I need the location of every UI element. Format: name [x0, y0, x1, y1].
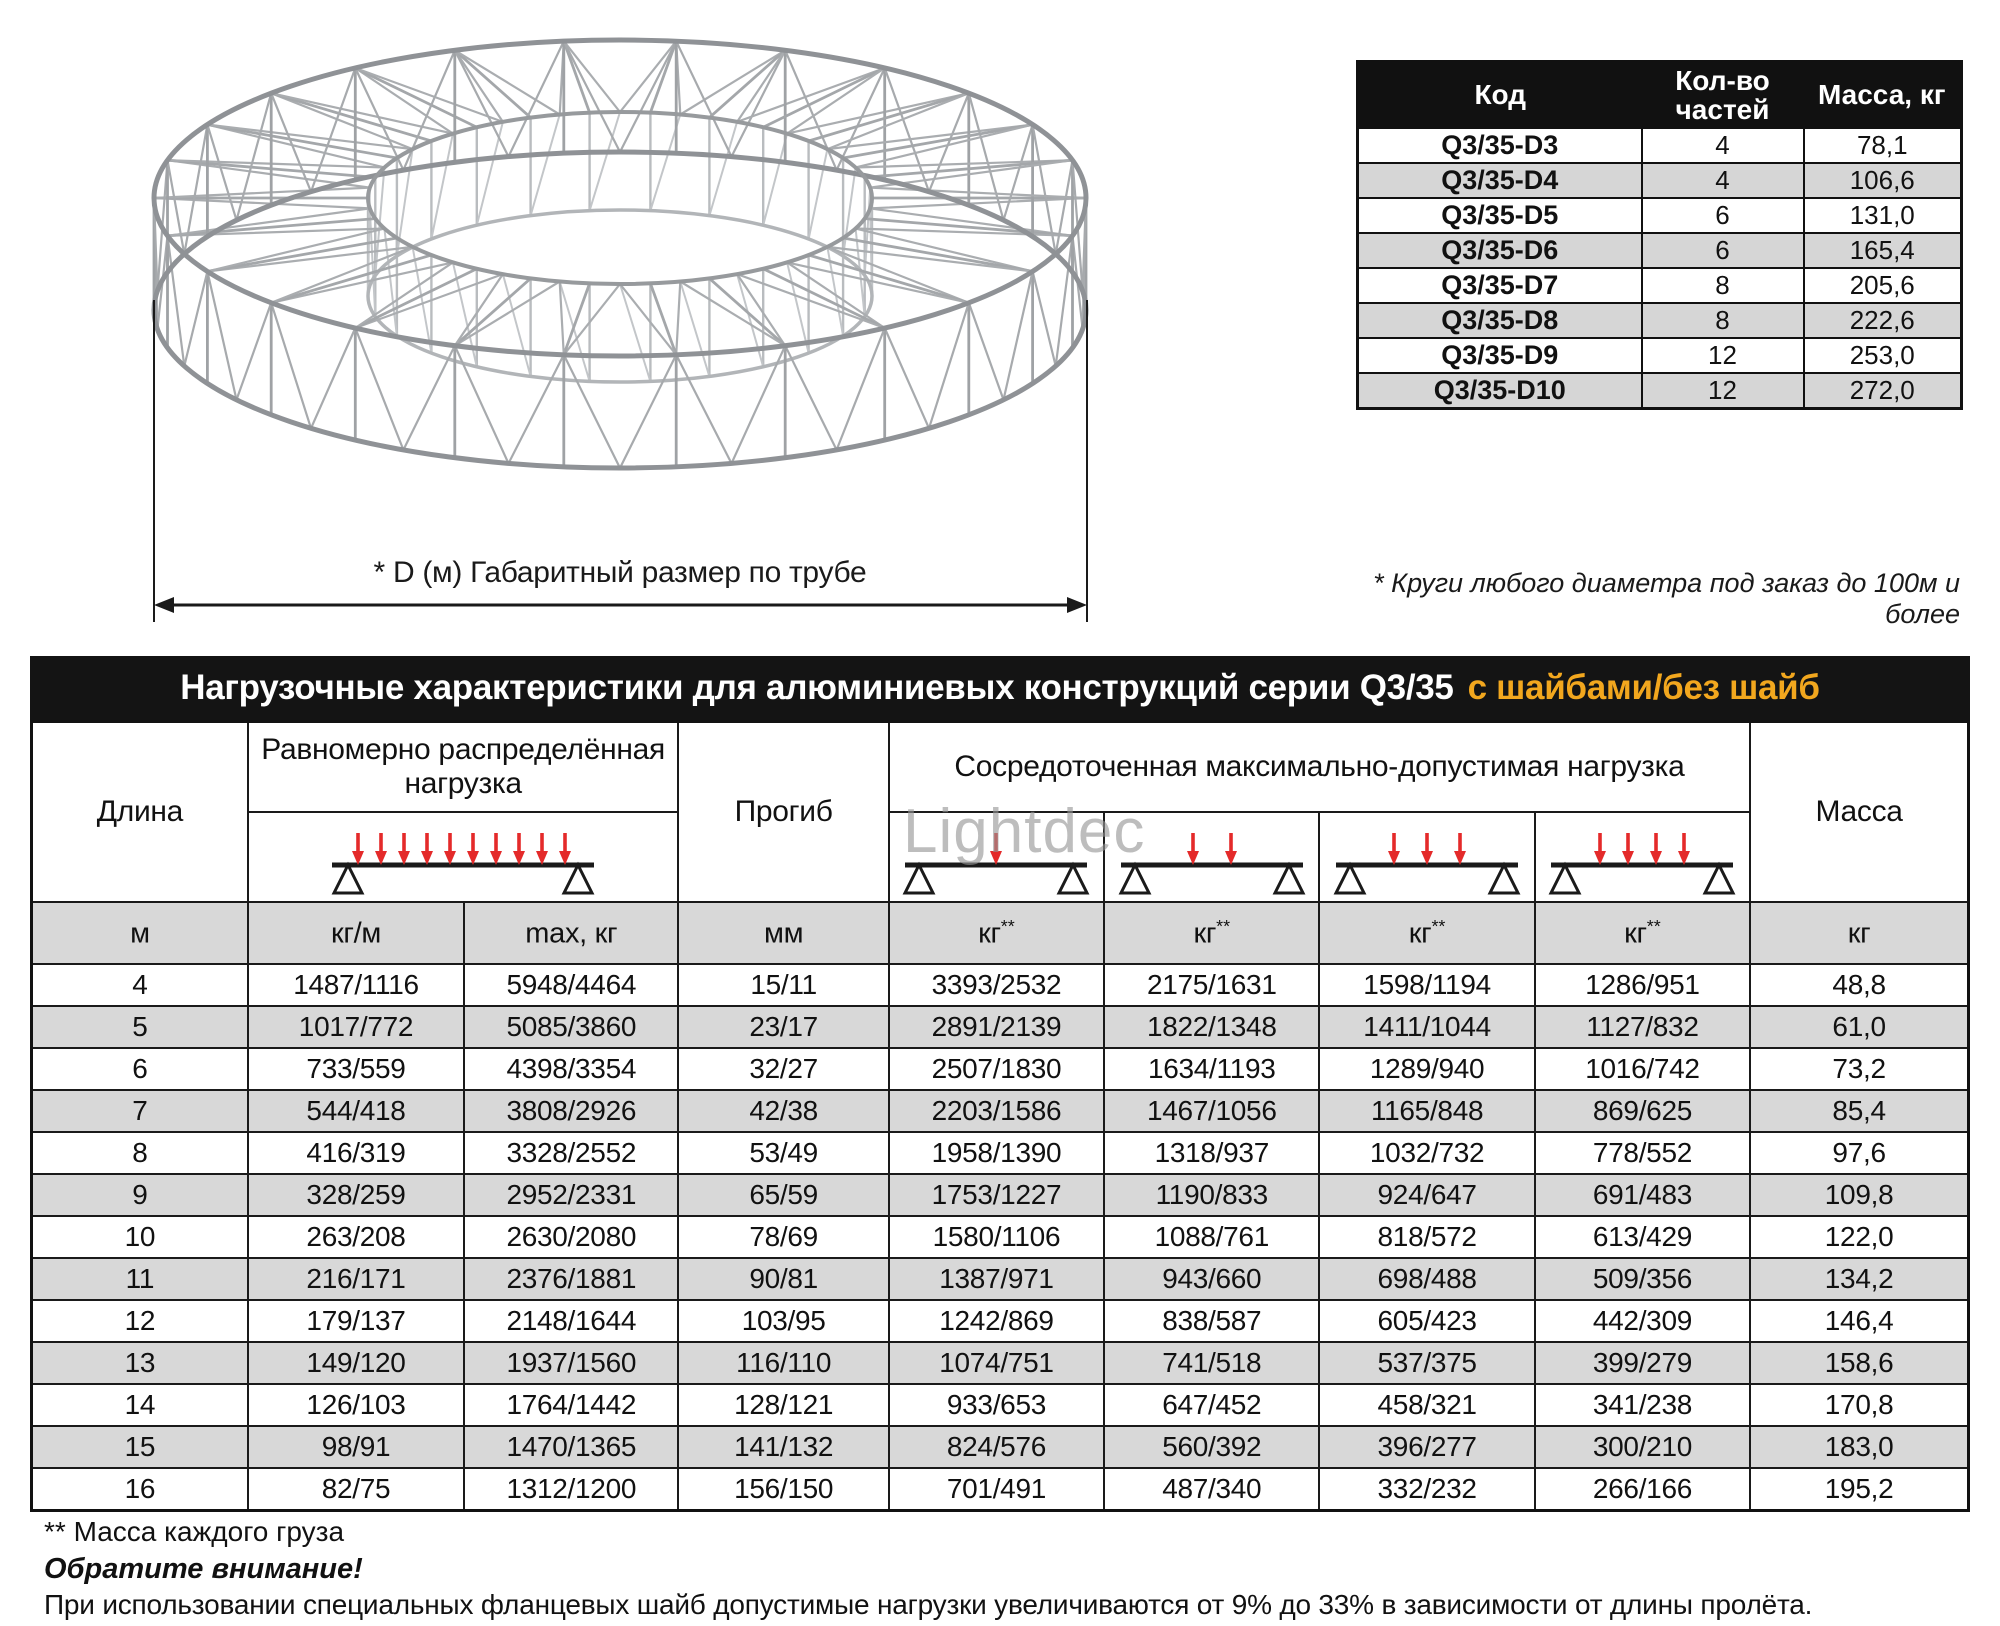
table-row [32, 1384, 1969, 1426]
table-cell: 1467/1056 [1104, 1090, 1319, 1132]
group-header-uniform-load: Равномерно распределённая нагрузка [248, 722, 679, 813]
table-cell: 9 [32, 1174, 248, 1216]
concentrated-load-diagram-3 [1319, 812, 1534, 902]
table-cell: 3808/2926 [464, 1090, 678, 1132]
table-row [1358, 338, 1962, 373]
table-cell: 1286/951 [1535, 964, 1750, 1006]
footnote-attention-title: Обратите внимание! [44, 1553, 363, 1585]
table-cell: 61,0 [1750, 1006, 1968, 1048]
parts-header-mass: Масса, кг [1804, 62, 1962, 129]
table-cell: 78/69 [678, 1216, 888, 1258]
dimension-arrowhead-right [1067, 597, 1087, 613]
parts-table-header [1358, 62, 1962, 129]
beam-3-loads-icon [1322, 813, 1532, 901]
table-cell: 328/259 [248, 1174, 464, 1216]
table-cell: Q3/35-D4 [1358, 163, 1642, 198]
unit-max-kg: max, кг [464, 902, 678, 964]
table-cell: 2630/2080 [464, 1216, 678, 1258]
table-cell: 183,0 [1750, 1426, 1968, 1468]
table-cell: 818/572 [1319, 1216, 1534, 1258]
watermark: Lightdec [903, 797, 1146, 866]
table-cell: 216/171 [248, 1258, 464, 1300]
table-cell: 396/277 [1319, 1426, 1534, 1468]
beam-4-loads-icon [1537, 813, 1747, 901]
table-row [32, 1468, 1969, 1511]
unit-kg-per-m: кг/м [248, 902, 464, 964]
table-cell: 300/210 [1535, 1426, 1750, 1468]
table-cell: 924/647 [1319, 1174, 1534, 1216]
table-cell: 253,0 [1804, 338, 1962, 373]
table-cell: 838/587 [1104, 1300, 1319, 1342]
group-header-concentrated-load: Сосредоточенная максимально-допустимая нагрузка [889, 722, 1750, 813]
col-header-deflection: Прогиб [678, 722, 888, 903]
table-cell: 2952/2331 [464, 1174, 678, 1216]
table-cell: 6 [1642, 198, 1804, 233]
table-cell: 4 [32, 964, 248, 1006]
table-cell: 48,8 [1750, 964, 1968, 1006]
table-cell: 272,0 [1804, 373, 1962, 409]
beam-1-load-icon [891, 813, 1101, 901]
table-row [32, 1426, 1969, 1468]
table-cell: 98/91 [248, 1426, 464, 1468]
table-cell: 416/319 [248, 1132, 464, 1174]
table-cell: 4 [1642, 163, 1804, 198]
table-cell: 1958/1390 [889, 1132, 1104, 1174]
table-cell: 158,6 [1750, 1342, 1968, 1384]
parts-header-code: Код [1358, 62, 1642, 129]
table-cell: 42/38 [678, 1090, 888, 1132]
concentrated-load-diagram-2 [1104, 812, 1319, 902]
table-row [32, 1006, 1969, 1048]
table-cell: 8 [1642, 303, 1804, 338]
table-cell: 1598/1194 [1319, 964, 1534, 1006]
table-cell: 1032/732 [1319, 1132, 1534, 1174]
table-cell: 106,6 [1804, 163, 1962, 198]
table-cell: 1764/1442 [464, 1384, 678, 1426]
table-cell: 12 [1642, 373, 1804, 409]
table-cell: 53/49 [678, 1132, 888, 1174]
concentrated-load-diagram-1 [889, 812, 1104, 902]
table-cell: 2203/1586 [889, 1090, 1104, 1132]
concentrated-load-diagram-4 [1535, 812, 1750, 902]
table-row [32, 1342, 1969, 1384]
table-cell: 13 [32, 1342, 248, 1384]
table-row [32, 964, 1969, 1006]
table-cell: 179/137 [248, 1300, 464, 1342]
table-cell: 698/488 [1319, 1258, 1534, 1300]
table-cell: 12 [1642, 338, 1804, 373]
table-cell: 1190/833 [1104, 1174, 1319, 1216]
table-cell: 165,4 [1804, 233, 1962, 268]
table-cell: 733/559 [248, 1048, 464, 1090]
table-cell: 146,4 [1750, 1300, 1968, 1342]
table-row [32, 1132, 1969, 1174]
table-cell: 537/375 [1319, 1342, 1534, 1384]
table-cell: Q3/35-D7 [1358, 268, 1642, 303]
table-cell: 1289/940 [1319, 1048, 1534, 1090]
table-cell: 1822/1348 [1104, 1006, 1319, 1048]
table-cell: 149/120 [248, 1342, 464, 1384]
table-cell: 1017/772 [248, 1006, 464, 1048]
table-cell: 3393/2532 [889, 964, 1104, 1006]
table-cell: 341/238 [1535, 1384, 1750, 1426]
footnote-mass: ** Масса каждого груза [44, 1516, 345, 1547]
table-cell: 332/232 [1319, 1468, 1534, 1511]
table-cell: 78,1 [1804, 128, 1962, 163]
table-cell: 16 [32, 1468, 248, 1511]
table-cell: 2507/1830 [889, 1048, 1104, 1090]
table-cell: 109,8 [1750, 1174, 1968, 1216]
table-row [1358, 373, 1962, 409]
table-row [32, 1216, 1969, 1258]
table-cell: 399/279 [1535, 1342, 1750, 1384]
table-cell: 85,4 [1750, 1090, 1968, 1132]
table-cell: 544/418 [248, 1090, 464, 1132]
table-cell: 647/452 [1104, 1384, 1319, 1426]
unit-length: м [32, 902, 248, 964]
table-cell: 1165/848 [1319, 1090, 1534, 1132]
table-cell: 1470/1365 [464, 1426, 678, 1468]
table-cell: 1312/1200 [464, 1468, 678, 1511]
table-cell: 8 [32, 1132, 248, 1174]
table-cell: 1634/1193 [1104, 1048, 1319, 1090]
table-cell: 1088/761 [1104, 1216, 1319, 1258]
table-cell: Q3/35-D8 [1358, 303, 1642, 338]
beam-2-loads-icon [1107, 813, 1317, 901]
unit-kg-2: кг** [1104, 902, 1319, 964]
table-cell: 97,6 [1750, 1132, 1968, 1174]
table-cell: 6 [32, 1048, 248, 1090]
dimension-label: * D (м) Габаритный размер по трубе [373, 556, 867, 589]
table-cell: 15/11 [678, 964, 888, 1006]
table-cell: 205,6 [1804, 268, 1962, 303]
table-row [1358, 198, 1962, 233]
load-table-title [30, 656, 1970, 720]
uniform-load-diagram [248, 812, 679, 902]
table-row [32, 1174, 1969, 1216]
table-cell: 1127/832 [1535, 1006, 1750, 1048]
table-cell: 266/166 [1535, 1468, 1750, 1511]
table-cell: 2148/1644 [464, 1300, 678, 1342]
table-cell: 458/321 [1319, 1384, 1534, 1426]
unit-kg-mass: кг [1750, 902, 1968, 964]
load-table-header [32, 722, 1969, 965]
table-cell: 156/150 [678, 1468, 888, 1511]
table-cell: 2175/1631 [1104, 964, 1319, 1006]
load-table-title-accent: с шайбами/без шайб [1467, 668, 1820, 707]
table-cell: 824/576 [889, 1426, 1104, 1468]
table-cell: 5085/3860 [464, 1006, 678, 1048]
table-cell: 14 [32, 1384, 248, 1426]
beam-uniform-load-icon [250, 813, 676, 901]
table-cell: 90/81 [678, 1258, 888, 1300]
table-cell: 2376/1881 [464, 1258, 678, 1300]
table-row [32, 1048, 1969, 1090]
unit-kg-1: кг** [889, 902, 1104, 964]
parts-table-body [1358, 128, 1962, 409]
table-cell: 222,6 [1804, 303, 1962, 338]
unit-mm: мм [678, 902, 888, 964]
table-cell: 23/17 [678, 1006, 888, 1048]
table-cell: Q3/35-D5 [1358, 198, 1642, 233]
table-row [1358, 303, 1962, 338]
table-row [32, 1300, 1969, 1342]
table-cell: 1387/971 [889, 1258, 1104, 1300]
table-cell: 701/491 [889, 1468, 1104, 1511]
table-cell: 10 [32, 1216, 248, 1258]
table-cell: 4 [1642, 128, 1804, 163]
table-cell: Q3/35-D9 [1358, 338, 1642, 373]
table-cell: 82/75 [248, 1468, 464, 1511]
load-table [30, 720, 1970, 1512]
table-cell: 65/59 [678, 1174, 888, 1216]
table-cell: 141/132 [678, 1426, 888, 1468]
table-cell: 1937/1560 [464, 1342, 678, 1384]
table-cell: 1753/1227 [889, 1174, 1104, 1216]
table-cell: 1242/869 [889, 1300, 1104, 1342]
table-cell: 1318/937 [1104, 1132, 1319, 1174]
load-table-body [32, 964, 1969, 1511]
table-cell: 6 [1642, 233, 1804, 268]
table-cell: 869/625 [1535, 1090, 1750, 1132]
table-cell: 195,2 [1750, 1468, 1968, 1511]
table-cell: 1016/742 [1535, 1048, 1750, 1090]
table-cell: 1580/1106 [889, 1216, 1104, 1258]
table-cell: 128/121 [678, 1384, 888, 1426]
table-cell: 778/552 [1535, 1132, 1750, 1174]
table-cell: 73,2 [1750, 1048, 1968, 1090]
table-cell: 2891/2139 [889, 1006, 1104, 1048]
table-cell: 509/356 [1535, 1258, 1750, 1300]
table-cell: 1411/1044 [1319, 1006, 1534, 1048]
order-note: * Круги любого диаметра под заказ до 100м и более [1373, 568, 1960, 629]
col-header-mass: Масса [1750, 722, 1968, 903]
table-cell: 11 [32, 1258, 248, 1300]
table-cell: 3328/2552 [464, 1132, 678, 1174]
table-cell: 487/340 [1104, 1468, 1319, 1511]
parts-header-count: Кол-во частей [1642, 62, 1804, 129]
table-cell: 1487/1116 [248, 964, 464, 1006]
table-cell: 5948/4464 [464, 964, 678, 1006]
table-cell: 131,0 [1804, 198, 1962, 233]
table-cell: 103/95 [678, 1300, 888, 1342]
table-cell: 691/483 [1535, 1174, 1750, 1216]
load-table-title-main: Нагрузочные характеристики для алюминиевых конструкций серии Q3/35 [180, 668, 1454, 707]
table-row [32, 1258, 1969, 1300]
table-row [1358, 163, 1962, 198]
table-cell: 560/392 [1104, 1426, 1319, 1468]
table-row [1358, 268, 1962, 303]
table-cell: 1074/751 [889, 1342, 1104, 1384]
table-cell: Q3/35-D3 [1358, 128, 1642, 163]
table-cell: 126/103 [248, 1384, 464, 1426]
units-row [32, 902, 1969, 964]
table-cell: 8 [1642, 268, 1804, 303]
table-cell: 134,2 [1750, 1258, 1968, 1300]
footnote-attention-text: При использовании специальных фланцевых шайб допустимые нагрузки увеличиваются от 9% до 33% в зависимости от длины пролёта. [44, 1589, 1813, 1620]
table-cell: 741/518 [1104, 1342, 1319, 1384]
table-cell: 116/110 [678, 1342, 888, 1384]
table-row [32, 1090, 1969, 1132]
col-header-length: Длина [32, 722, 248, 903]
table-cell: Q3/35-D10 [1358, 373, 1642, 409]
table-cell: 15 [32, 1426, 248, 1468]
table-cell: 170,8 [1750, 1384, 1968, 1426]
table-row [1358, 128, 1962, 163]
table-cell: 442/309 [1535, 1300, 1750, 1342]
unit-kg-3: кг** [1319, 902, 1534, 964]
table-cell: 263/208 [248, 1216, 464, 1258]
table-cell: 12 [32, 1300, 248, 1342]
table-cell: 7 [32, 1090, 248, 1132]
table-cell: 613/429 [1535, 1216, 1750, 1258]
table-cell: 605/423 [1319, 1300, 1534, 1342]
table-cell: 5 [32, 1006, 248, 1048]
table-cell: 122,0 [1750, 1216, 1968, 1258]
unit-kg-4: кг** [1535, 902, 1750, 964]
dimension-arrowhead-left [154, 597, 174, 613]
parts-table [1356, 60, 1963, 410]
table-cell: Q3/35-D6 [1358, 233, 1642, 268]
table-row [1358, 233, 1962, 268]
table-cell: 32/27 [678, 1048, 888, 1090]
table-cell: 4398/3354 [464, 1048, 678, 1090]
load-table-section [30, 656, 1970, 1512]
table-cell: 933/653 [889, 1384, 1104, 1426]
table-cell: 943/660 [1104, 1258, 1319, 1300]
